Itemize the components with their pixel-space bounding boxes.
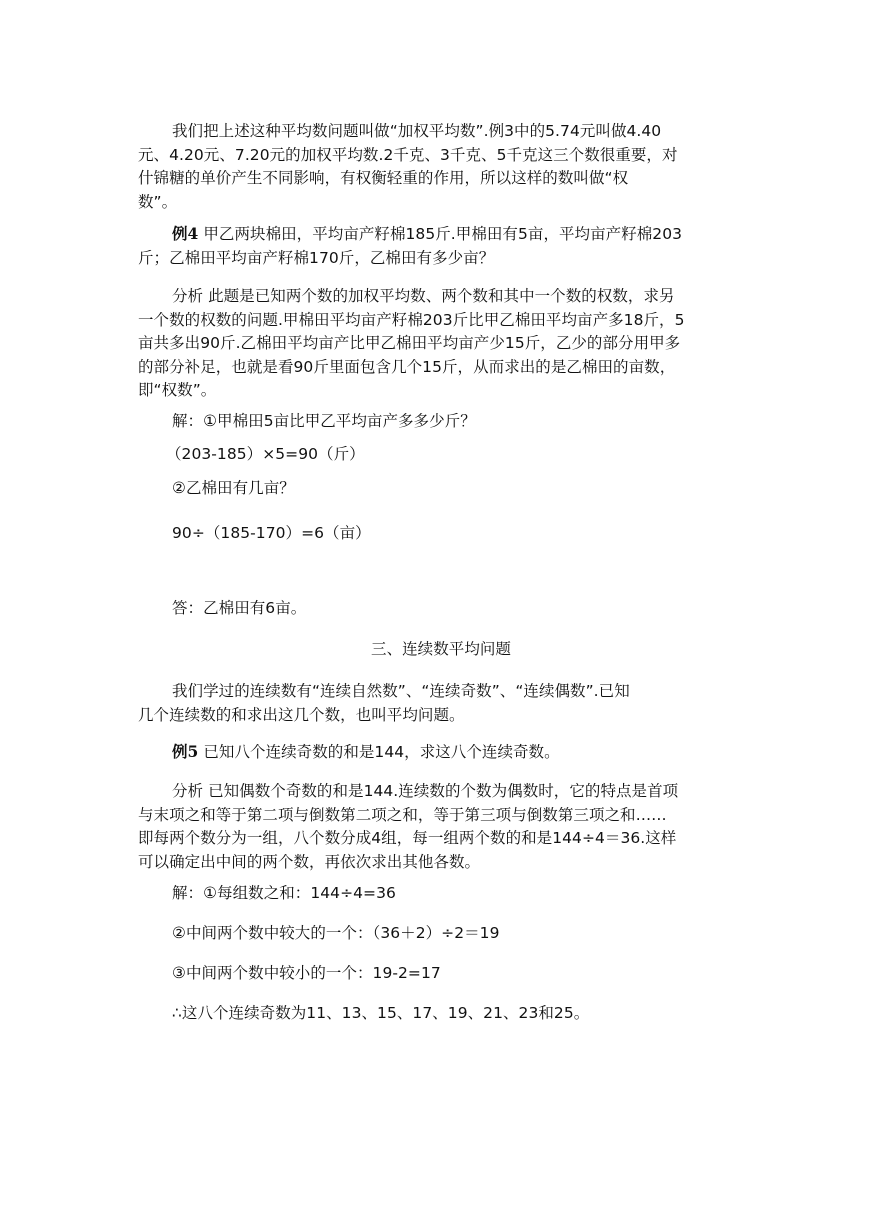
analysis-5 [138, 780, 744, 874]
solution-5-step-2: ②中间两个数中较大的一个：（36＋2）÷2＝19 [172, 924, 500, 942]
example-label: 例5 [172, 742, 199, 761]
text-line: 一个数的权数的问题.甲棉田平均亩产籽棉203斤比甲乙棉田平均亩产多18斤，5 [138, 310, 685, 329]
text-line: 数”。 [138, 192, 178, 211]
solution-4-answer: 答：乙棉田有6亩。 [172, 599, 307, 617]
solution-4-calc-1: （203-185）×5=90（斤） [166, 445, 365, 463]
solution-5-conclusion: ∴这八个连续奇数为11、13、15、17、19、21、23和25。 [172, 1004, 590, 1022]
text-line: 分析 已知偶数个奇数的和是144.连续数的个数为偶数时，它的特点是首项 [172, 782, 679, 800]
solution-4-step-2: ②乙棉田有几亩？ [172, 479, 295, 497]
text-line: 甲乙两块棉田，平均亩产籽棉185斤.甲棉田有5亩，平均亩产籽棉203 [198, 225, 683, 243]
example-4 [138, 222, 744, 270]
text-line: 即每两个数分为一组，八个数分成4组，每一组两个数的和是144÷4＝36.这样 [138, 829, 677, 847]
paragraph-weighted-average [138, 120, 744, 214]
text-line: 斤；乙棉田平均亩产籽棉170斤，乙棉田有多少亩？ [138, 248, 495, 267]
text-line: 元、4.20元、7.20元的加权平均数.2千克、3千克、5千克这三个数很重要，对 [138, 145, 678, 164]
text-line: 我们学过的连续数有“连续自然数”、“连续奇数”、“连续偶数”.已知 [172, 682, 630, 700]
section-heading: 三、连续数平均问题 [371, 640, 511, 658]
analysis-4 [138, 285, 744, 403]
solution-5-step-3: ③中间两个数中较小的一个：19-2=17 [172, 964, 441, 982]
text-line: 什锦糖的单价产生不同影响，有权衡轻重的作用，所以这样的数叫做“权 [138, 169, 629, 187]
solution-4-calc-2: 90÷（185-170）=6（亩） [172, 524, 371, 542]
text-line: 已知八个连续奇数的和是144，求这八个连续奇数。 [198, 743, 560, 761]
text-line: 即“权数”。 [138, 381, 217, 399]
example-label: 例4 [172, 224, 199, 243]
text-line: 几个连续数的和求出这几个数，也叫平均问题。 [138, 705, 465, 724]
solution-4-step-1: 解：①甲棉田5亩比甲乙平均亩产多多少斤？ [172, 412, 476, 430]
text-line: 与末项之和等于第二项与倒数第二项之和，等于第三项与倒数第三项之和…… [138, 805, 667, 824]
text-line: 分析 此题是已知两个数的加权平均数、两个数和其中一个数的权数，求另 [172, 287, 675, 305]
paragraph-consecutive-numbers [138, 680, 744, 727]
solution-5-step-1: 解：①每组数之和：144÷4=36 [172, 884, 396, 902]
text-line: 的部分补足，也就是看90斤里面包含几个15斤，从而求出的是乙棉田的亩数， [138, 357, 676, 376]
text-line: 我们把上述这种平均数问题叫做“加权平均数”.例3中的5.74元叫做4.40 [172, 122, 662, 140]
example-5 [138, 740, 744, 765]
text-line: 可以确定出中间的两个数，再依次求出其他各数。 [138, 852, 481, 871]
text-line: 亩共多出90斤.乙棉田平均亩产比甲乙棉田平均亩产少15斤，乙少的部分用甲多 [138, 334, 681, 352]
